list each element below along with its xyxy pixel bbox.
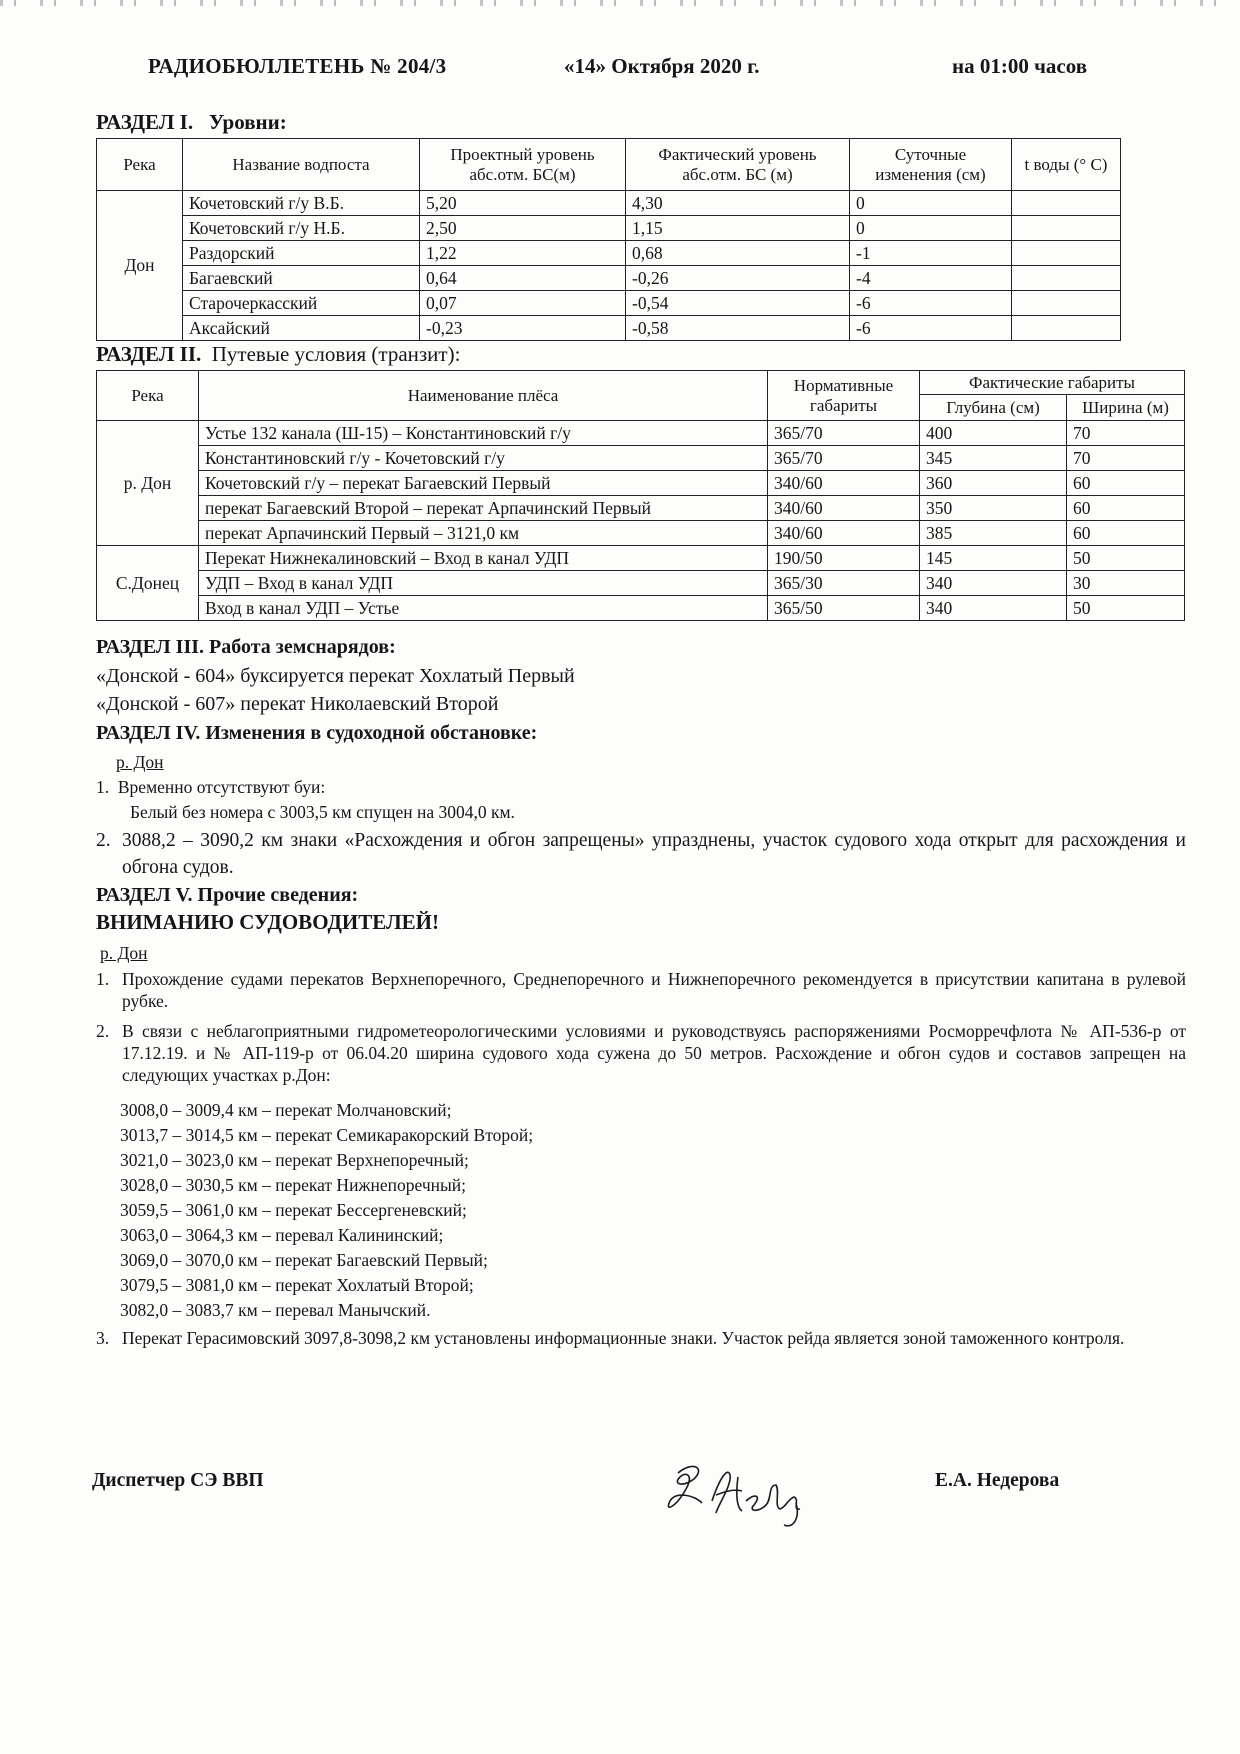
bulletin-title: РАДИОБЮЛЛЕТЕНЬ № 204/3 (148, 54, 447, 78)
table-row (97, 216, 1121, 241)
actual-cell: -0,54 (626, 291, 850, 316)
dispatcher-title: Диспетчер СЭ ВВП (92, 1470, 264, 1491)
norm-cell: 365/70 (768, 421, 920, 446)
section-4-item-1 (96, 777, 325, 798)
item-number: 1. (96, 777, 110, 797)
restricted-segment: 3021,0 – 3023,0 км – перекат Верхнепоречный; (120, 1150, 469, 1170)
table-row (97, 596, 1185, 621)
restricted-segment: 3063,0 – 3064,3 км – перевал Калининский; (120, 1225, 444, 1245)
depth-cell: 385 (920, 521, 1067, 546)
section-2-heading (96, 342, 460, 367)
actual-cell: 0,68 (626, 241, 850, 266)
temp-cell (1012, 241, 1121, 266)
actual-cell: -0,58 (626, 316, 850, 341)
norm-cell: 365/70 (768, 446, 920, 471)
width-cell: 30 (1067, 571, 1185, 596)
restricted-segment: 3013,7 – 3014,5 км – перекат Семикаракорский Второй; (120, 1125, 534, 1145)
section-5-river: р. Дон (100, 943, 148, 963)
design-cell: 0,64 (420, 266, 626, 291)
item-text: 3088,2 – 3090,2 км знаки «Расхождения и обгон запрещены» упразднены, участок судового хода открыт для расхождения и обгона судов. (122, 830, 1186, 878)
width-cell: 50 (1067, 596, 1185, 621)
dredger-line: «Донской - 607» перекат Николаевский Второй (96, 693, 499, 715)
reach-cell: УДП – Вход в канал УДП (199, 571, 768, 596)
section-1-prefix: РАЗДЕЛ I. (96, 110, 194, 134)
actual-cell: -0,26 (626, 266, 850, 291)
col-river: Река (97, 371, 199, 421)
signature-image (650, 1455, 820, 1540)
table-row (97, 446, 1185, 471)
reach-cell: Константиновский г/у - Кочетовский г/у (199, 446, 768, 471)
item-number: 3. (96, 1328, 110, 1348)
restricted-segment: 3069,0 – 3070,0 км – перекат Багаевский Первый; (120, 1250, 488, 1270)
section-3-heading: РАЗДЕЛ III. Работа земснарядов: (96, 636, 396, 658)
design-cell: -0,23 (420, 316, 626, 341)
levels-header-row (97, 139, 1121, 191)
post-cell: Аксайский (183, 316, 420, 341)
levels-table (96, 138, 1121, 341)
section-5-item-1 (96, 968, 1186, 1012)
section-4-item-2 (96, 827, 1186, 881)
norm-cell: 340/60 (768, 471, 920, 496)
restricted-segment: 3008,0 – 3009,4 км – перекат Молчановский; (120, 1100, 452, 1120)
col-river: Река (97, 139, 183, 191)
table-row (97, 241, 1121, 266)
river-cell: Дон (97, 191, 183, 341)
river-cell: С.Донец (97, 546, 199, 621)
design-cell: 5,20 (420, 191, 626, 216)
col-daily-change: Суточные изменения (см) (850, 139, 1012, 191)
actual-cell: 4,30 (626, 191, 850, 216)
attention-heading: ВНИМАНИЮ СУДОВОДИТЕЛЕЙ! (96, 910, 439, 934)
change-cell: 0 (850, 216, 1012, 241)
section-5-heading: РАЗДЕЛ V. Прочие сведения: (96, 884, 359, 906)
depth-cell: 350 (920, 496, 1067, 521)
temp-cell (1012, 291, 1121, 316)
post-cell: Багаевский (183, 266, 420, 291)
restricted-segment: 3028,0 – 3030,5 км – перекат Нижнепоречный; (120, 1175, 467, 1195)
section-2-prefix: РАЗДЕЛ II. (96, 342, 202, 366)
table-row (97, 496, 1185, 521)
table-row (97, 291, 1121, 316)
table-row (97, 316, 1121, 341)
norm-cell: 365/50 (768, 596, 920, 621)
reach-cell: Кочетовский г/у – перекат Багаевский Первый (199, 471, 768, 496)
depth-cell: 345 (920, 446, 1067, 471)
col-normative: Нормативные габариты (768, 371, 920, 421)
norm-cell: 340/60 (768, 521, 920, 546)
item-number: 2. (96, 830, 111, 851)
temp-cell (1012, 191, 1121, 216)
dispatcher-name: Е.А. Недерова (935, 1470, 1060, 1491)
col-water-temp: t воды (° С) (1012, 139, 1121, 191)
width-cell: 60 (1067, 521, 1185, 546)
post-cell: Кочетовский г/у Н.Б. (183, 216, 420, 241)
temp-cell (1012, 266, 1121, 291)
change-cell: 0 (850, 191, 1012, 216)
restricted-segment: 3059,5 – 3061,0 км – перекат Бессергеневский; (120, 1200, 467, 1220)
section-5-item-2 (96, 1020, 1186, 1086)
col-reach: Наименование плёса (199, 371, 768, 421)
col-depth: Глубина (см) (920, 395, 1067, 421)
norm-cell: 365/30 (768, 571, 920, 596)
design-cell: 1,22 (420, 241, 626, 266)
buoy-detail: Белый без номера с 3003,5 км спущен на 3004,0 км. (130, 802, 515, 822)
reach-cell: Устье 132 канала (Ш-15) – Константиновский г/у (199, 421, 768, 446)
section-4-river: р. Дон (116, 752, 164, 772)
col-design-level: Проектный уровень абс.отм. БС(м) (420, 139, 626, 191)
post-cell: Старочеркасский (183, 291, 420, 316)
table-row (97, 546, 1185, 571)
bulletin-header (148, 54, 1118, 84)
river-cell: р. Дон (97, 421, 199, 546)
temp-cell (1012, 316, 1121, 341)
design-cell: 2,50 (420, 216, 626, 241)
depth-cell: 145 (920, 546, 1067, 571)
change-cell: -4 (850, 266, 1012, 291)
design-cell: 0,07 (420, 291, 626, 316)
reach-cell: перекат Арпачинский Первый – 3121,0 км (199, 521, 768, 546)
item-text: В связи с неблагоприятными гидрометеорологическими условиями и руководствуясь распоряжениями Росморречфлота № АП-536-р от 17.12.19. и № АП-119-р от 06.04.20 ширина судового хода сужена до 50 метров. Расхождение и обгон судов и составов запрещен на следующих участках р.Дон: (122, 1021, 1186, 1085)
depth-cell: 400 (920, 421, 1067, 446)
change-cell: -1 (850, 241, 1012, 266)
section-1-heading (96, 110, 287, 135)
table-row (97, 521, 1185, 546)
width-cell: 50 (1067, 546, 1185, 571)
route-table (96, 370, 1185, 621)
bulletin-time: на 01:00 часов (952, 54, 1088, 78)
section-1-title: Уровни: (208, 110, 287, 134)
col-actual-level: Фактический уровень абс.отм. БС (м) (626, 139, 850, 191)
actual-cell: 1,15 (626, 216, 850, 241)
depth-cell: 360 (920, 471, 1067, 496)
item-number: 1. (96, 969, 110, 989)
table-row (97, 191, 1121, 216)
col-width: Ширина (м) (1067, 395, 1185, 421)
change-cell: -6 (850, 316, 1012, 341)
table-row (97, 471, 1185, 496)
restricted-segment: 3079,5 – 3081,0 км – перекат Хохлатый Второй; (120, 1275, 474, 1295)
width-cell: 60 (1067, 496, 1185, 521)
width-cell: 60 (1067, 471, 1185, 496)
norm-cell: 340/60 (768, 496, 920, 521)
norm-cell: 190/50 (768, 546, 920, 571)
temp-cell (1012, 216, 1121, 241)
item-text: Временно отсутствуют буи: (117, 777, 326, 797)
section-4-heading: РАЗДЕЛ IV. Изменения в судоходной обстановке: (96, 722, 538, 744)
post-cell: Раздорский (183, 241, 420, 266)
reach-cell: перекат Багаевский Второй – перекат Арпачинский Первый (199, 496, 768, 521)
col-post: Название водпоста (183, 139, 420, 191)
depth-cell: 340 (920, 571, 1067, 596)
table-row (97, 421, 1185, 446)
width-cell: 70 (1067, 446, 1185, 471)
item-text: Перекат Герасимовский 3097,8-3098,2 км установлены информационные знаки. Участок рейда является зоной таможенного контроля. (122, 1328, 1125, 1348)
section-5-item-3 (96, 1327, 1186, 1349)
restricted-segment: 3082,0 – 3083,7 км – перевал Манычский. (120, 1300, 431, 1320)
width-cell: 70 (1067, 421, 1185, 446)
route-header-row-1 (97, 371, 1185, 395)
reach-cell: Перекат Нижнекалиновский – Вход в канал УДП (199, 546, 768, 571)
table-row (97, 571, 1185, 596)
col-actual-dims: Фактические габариты (920, 371, 1185, 395)
item-number: 2. (96, 1021, 110, 1041)
table-row (97, 266, 1121, 291)
depth-cell: 340 (920, 596, 1067, 621)
change-cell: -6 (850, 291, 1012, 316)
dredger-line: «Донской - 604» буксируется перекат Хохлатый Первый (96, 665, 575, 687)
bulletin-date: «14» Октября 2020 г. (564, 54, 760, 78)
scan-edge (0, 0, 1240, 6)
section-2-title: Путевые условия (транзит): (211, 342, 461, 366)
post-cell: Кочетовский г/у В.Б. (183, 191, 420, 216)
reach-cell: Вход в канал УДП – Устье (199, 596, 768, 621)
item-text: Прохождение судами перекатов Верхнепоречного, Среднепоречного и Нижнепоречного рекомендуется в присутствии капитана в рулевой рубке. (122, 969, 1186, 1011)
